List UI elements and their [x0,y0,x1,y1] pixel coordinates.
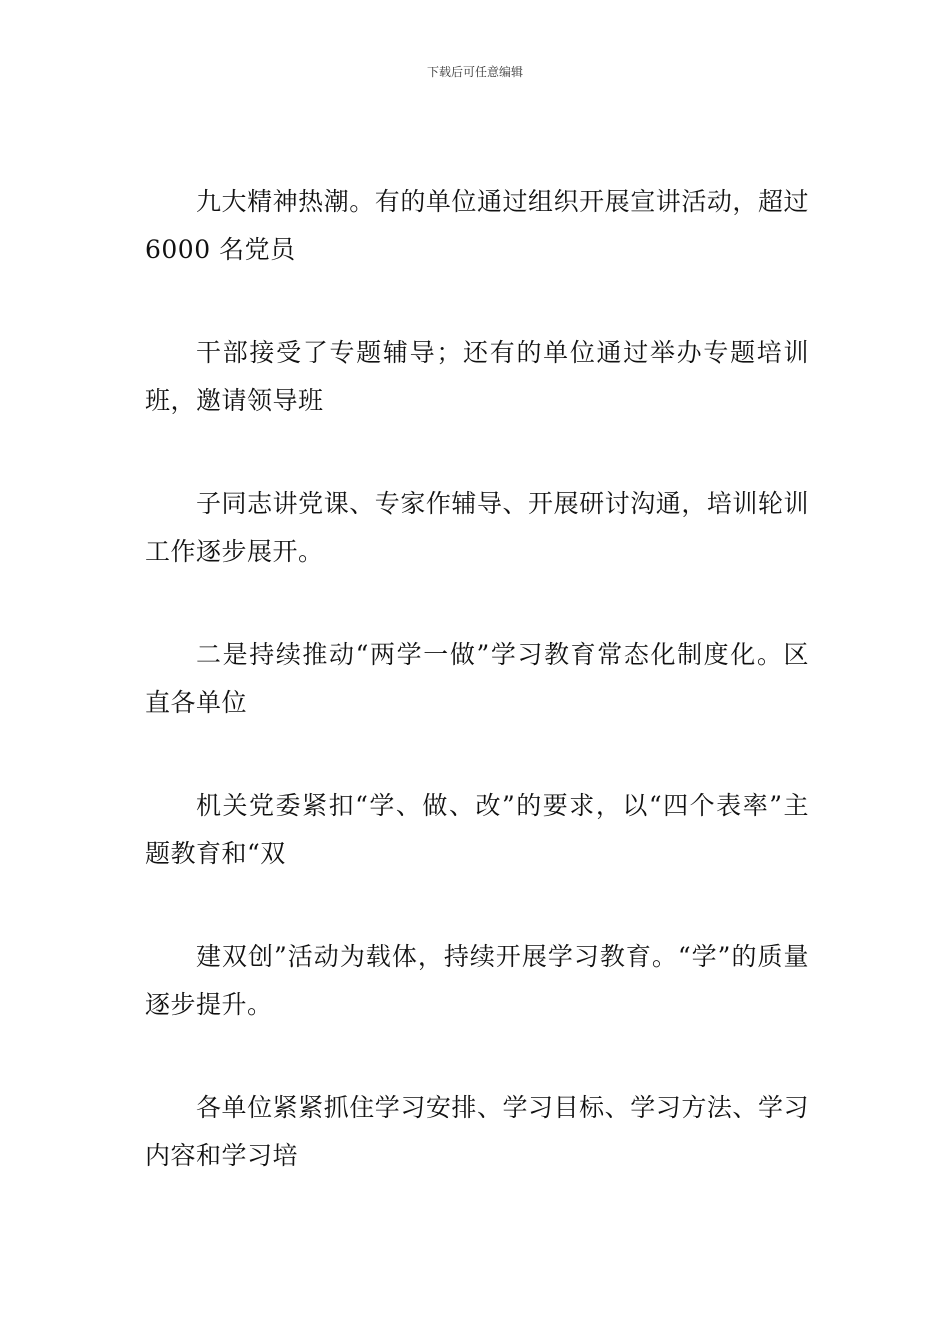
paragraph-1: 九大精神热潮。有的单位通过组织开展宣讲活动，超过 6000 名党员 [145,187,809,264]
paragraph-3: 子同志讲党课、专家作辅导、开展研讨沟通，培训轮训工作逐步展开。 [145,489,809,566]
paragraph-4: 二是持续推动“两学一做”学习教育常态化制度化。区直各单位 [145,640,809,717]
paragraph-7: 各单位紧紧抓住学习安排、学习目标、学习方法、学习内容和学习培 [145,1093,809,1170]
paragraph-6: 建双创”活动为载体，持续开展学习教育。“学”的质量逐步提升。 [145,942,809,1019]
paragraph-5: 机关党委紧扣“学、做、改”的要求，以“四个表率”主题教育和“双 [145,791,809,868]
paragraph-2: 干部接受了专题辅导；还有的单位通过举办专题培训班，邀请领导班 [145,338,809,415]
page-header: 下载后可任意编辑 [426,65,523,79]
document-body [145,178,809,1235]
